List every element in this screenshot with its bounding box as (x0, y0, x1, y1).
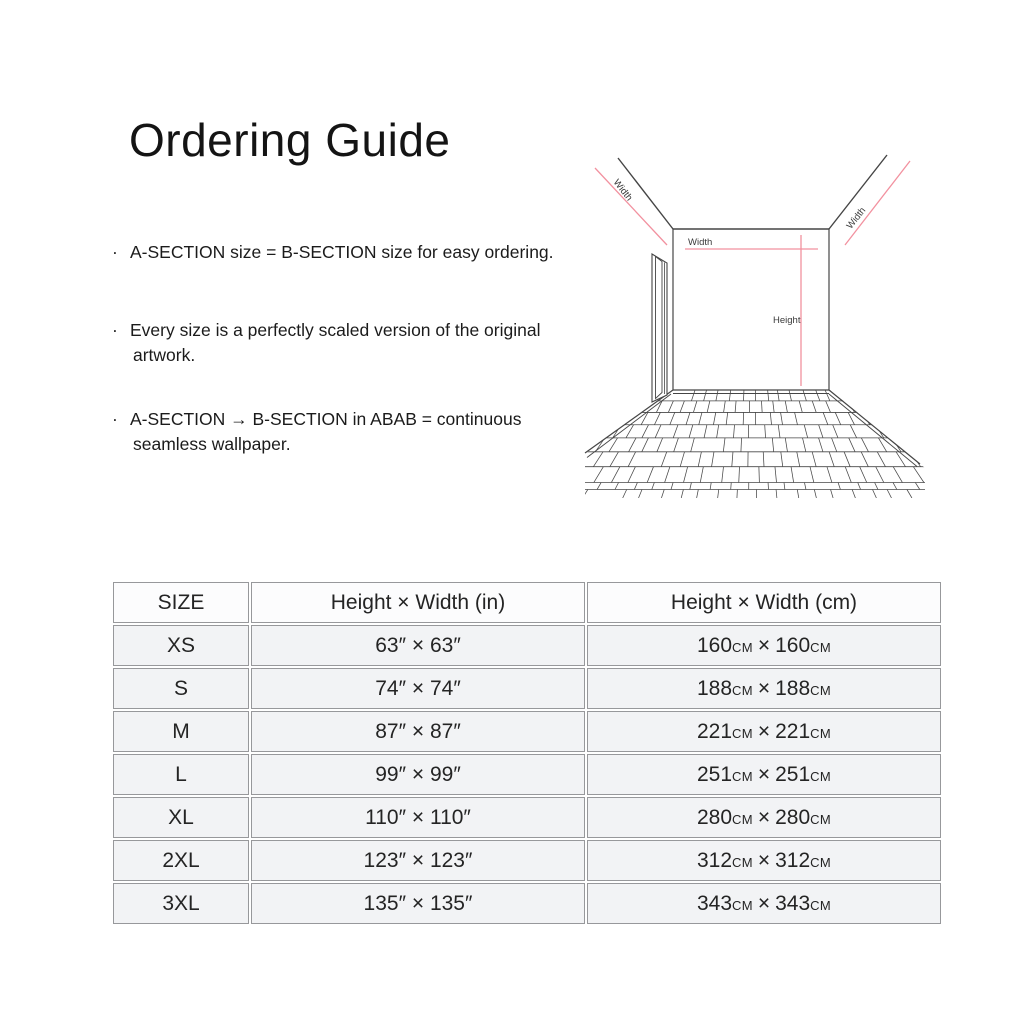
cm-cell (587, 754, 941, 795)
cm-width-value: 280 (775, 805, 811, 829)
width-label-back: Width (688, 237, 713, 248)
size-cell: 3XL (113, 883, 249, 924)
bullet-dot-icon: · (112, 409, 118, 429)
bullet-line: A-SECTION → B-SECTION in ABAB = continuous (130, 409, 522, 429)
bullet-line: Every size is a perfectly scaled version of the original (130, 320, 541, 340)
cm-unit: CM (732, 768, 753, 784)
table-row (113, 625, 941, 666)
bullet-item (112, 240, 590, 265)
times-separator: × (757, 891, 771, 915)
size-cell: S (113, 668, 249, 709)
measurement-lines (595, 161, 910, 386)
cm-width-value: 221 (775, 719, 811, 743)
cm-unit: CM (810, 854, 831, 870)
inches-cell: 99″ × 99″ (251, 754, 585, 795)
bullet-text (130, 407, 521, 457)
room-illustration (575, 128, 955, 508)
inches-cell: 63″ × 63″ (251, 625, 585, 666)
cm-height-value: 251 (696, 762, 733, 786)
cm-height-value: 343 (696, 891, 733, 915)
cm-height-value: 160 (696, 633, 733, 657)
width-line-right-wall (845, 161, 910, 245)
cm-width-value: 312 (775, 848, 811, 872)
cm-unit: CM (732, 897, 753, 913)
size-cell: M (113, 711, 249, 752)
cm-height-value: 188 (696, 676, 733, 700)
cm-unit: CM (732, 725, 753, 741)
room-outline (585, 155, 920, 467)
door (652, 254, 667, 402)
cm-cell (587, 840, 941, 881)
bullet-item (112, 318, 590, 368)
bullet-item (112, 407, 590, 457)
cm-unit: CM (732, 854, 753, 870)
width-label-right: Width (844, 205, 869, 232)
bullet-text (130, 318, 540, 368)
inches-cell: 110″ × 110″ (251, 797, 585, 838)
height-label: Height (773, 315, 801, 326)
cm-unit: CM (732, 811, 753, 827)
table-row (113, 668, 941, 709)
cm-width-value: 343 (775, 891, 811, 915)
bullet-dot-icon: · (112, 242, 118, 262)
col-header-cm: Height × Width (cm) (587, 582, 941, 623)
cm-cell (587, 625, 941, 666)
bullet-line: artwork. (133, 345, 196, 365)
inches-cell: 135″ × 135″ (251, 883, 585, 924)
table-row (113, 797, 941, 838)
size-table (111, 580, 943, 926)
times-separator: × (757, 719, 771, 743)
cm-unit: CM (810, 768, 831, 784)
size-cell: 2XL (113, 840, 249, 881)
inches-cell: 74″ × 74″ (251, 668, 585, 709)
cm-unit: CM (810, 639, 831, 655)
cm-cell (587, 797, 941, 838)
cm-width-value: 160 (775, 633, 811, 657)
times-separator: × (757, 762, 771, 786)
col-header-inches: Height × Width (in) (251, 582, 585, 623)
times-separator: × (757, 633, 771, 657)
cm-cell (587, 711, 941, 752)
cm-unit: CM (732, 639, 753, 655)
size-cell: L (113, 754, 249, 795)
cm-cell (587, 668, 941, 709)
times-separator: × (757, 676, 771, 700)
cm-height-value: 280 (696, 805, 733, 829)
col-header-size: SIZE (113, 582, 249, 623)
cm-width-value: 251 (775, 762, 811, 786)
table-row (113, 754, 941, 795)
bullet-line: seamless wallpaper. (133, 434, 291, 454)
table-row (113, 883, 941, 924)
times-separator: × (757, 805, 771, 829)
cm-unit: CM (810, 682, 831, 698)
inches-cell: 87″ × 87″ (251, 711, 585, 752)
size-cell: XL (113, 797, 249, 838)
inches-cell: 123″ × 123″ (251, 840, 585, 881)
table-row (113, 711, 941, 752)
room-measurement-diagram (575, 128, 955, 508)
times-separator: × (757, 848, 771, 872)
cm-unit: CM (810, 811, 831, 827)
cm-cell (587, 883, 941, 924)
table-row (113, 840, 941, 881)
cm-unit: CM (732, 682, 753, 698)
table-header-row (113, 582, 941, 623)
cm-width-value: 188 (775, 676, 811, 700)
bullet-line: A-SECTION size = B-SECTION size for easy ordering. (130, 242, 554, 262)
bullet-text (130, 240, 554, 265)
bullet-list (112, 240, 590, 457)
width-label-left: Width (610, 177, 635, 204)
bullet-dot-icon: · (112, 320, 118, 340)
cm-unit: CM (810, 725, 831, 741)
page-title: Ordering Guide (129, 114, 451, 166)
cm-unit: CM (810, 897, 831, 913)
cm-height-value: 312 (696, 848, 733, 872)
size-cell: XS (113, 625, 249, 666)
cm-height-value: 221 (696, 719, 733, 743)
floor-tile-pattern (575, 390, 950, 498)
